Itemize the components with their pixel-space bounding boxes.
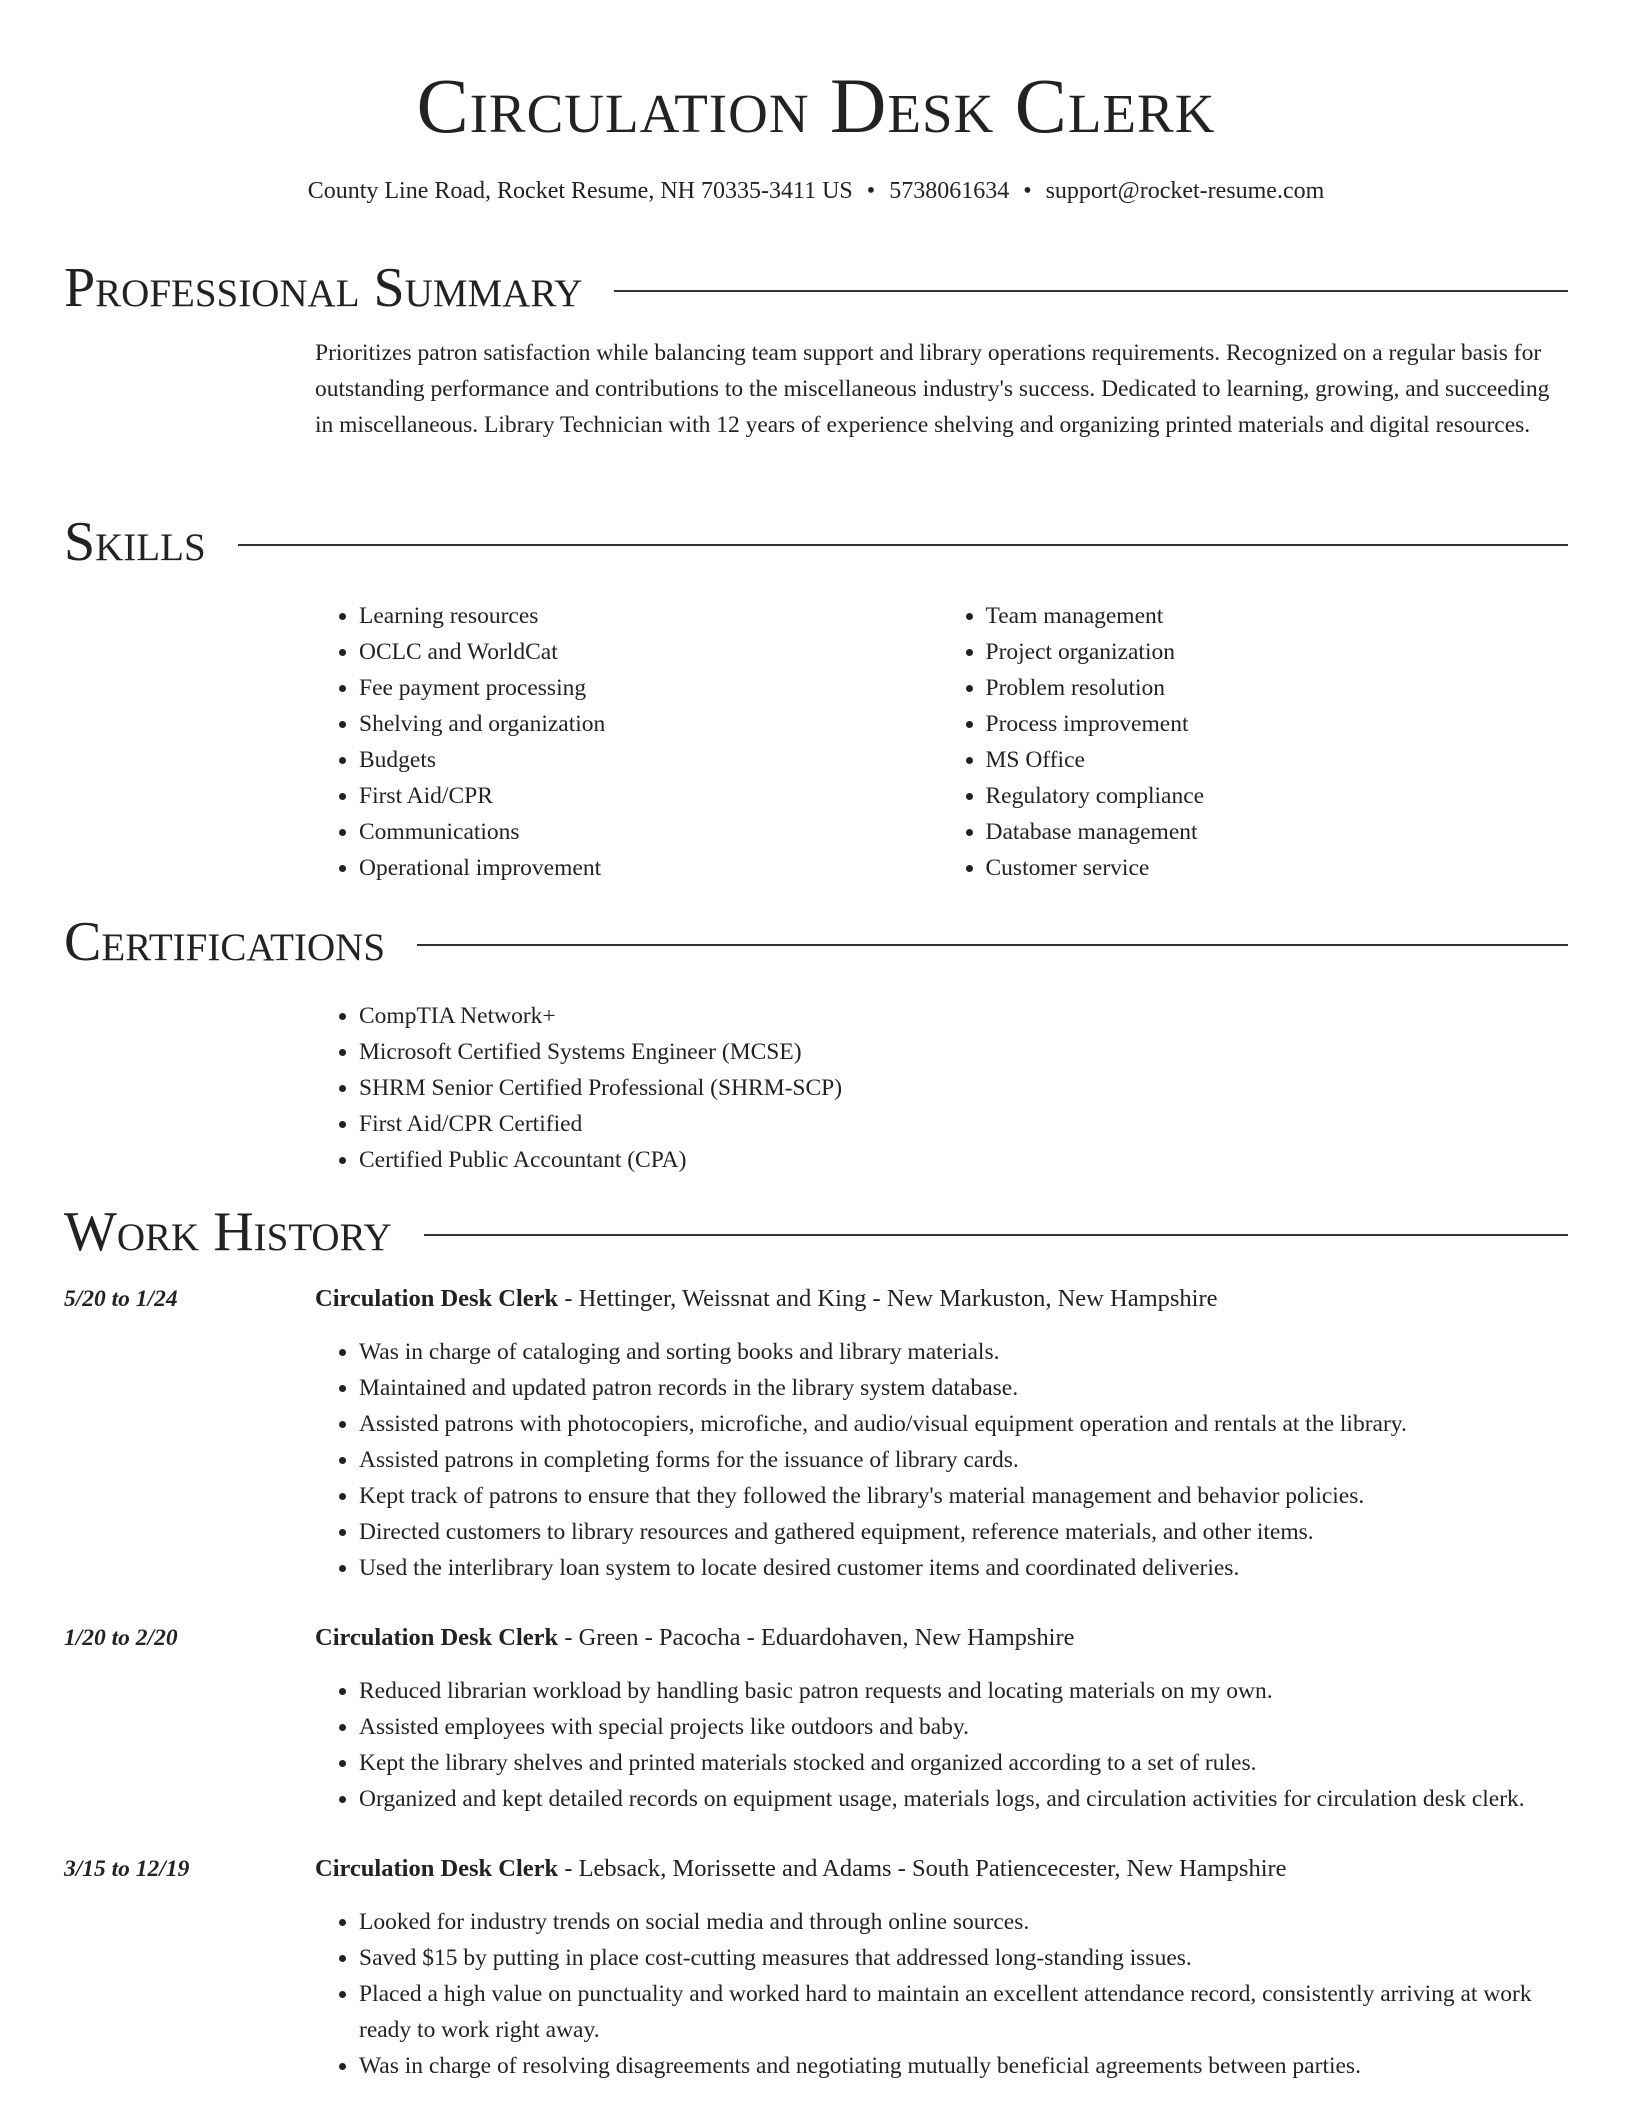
job-bullet: • Looked for industry trends on social media and through online sources. bbox=[359, 1904, 1568, 1940]
summary-body bbox=[315, 335, 1568, 443]
job-title-line bbox=[315, 1281, 1568, 1317]
job-title: Circulation Desk Clerk bbox=[315, 1624, 559, 1651]
skill-item: • Project organization bbox=[986, 634, 1569, 670]
job-title-line bbox=[315, 1851, 1568, 1887]
certification-item: • Microsoft Certified Systems Engineer (MCSE) bbox=[359, 1034, 1568, 1070]
job-employer: - Hettinger, Weissnat and King - New Markuston, New Hampshire bbox=[558, 1285, 1218, 1312]
certification-item: • CompTIA Network+ bbox=[359, 998, 1568, 1034]
contact-separator: • bbox=[866, 178, 876, 204]
certification-item: • SHRM Senior Certified Professional (SHRM-SCP) bbox=[359, 1070, 1568, 1106]
job-bullets bbox=[315, 1673, 1568, 1817]
job-bullet: • Saved $15 by putting in place cost-cutting measures that addressed long-standing issues. bbox=[359, 1940, 1568, 1976]
work-history-heading: Work History bbox=[64, 1201, 392, 1263]
job-bullet: • Assisted patrons with photocopiers, microfiche, and audio/visual equipment operation and rentals at the library. bbox=[359, 1406, 1568, 1442]
contact-email: support@rocket-resume.com bbox=[1045, 178, 1325, 204]
skill-item: • Fee payment processing bbox=[359, 670, 942, 706]
section-divider bbox=[417, 944, 1568, 946]
job-bullet: • Kept the library shelves and printed materials stocked and organized according to a set of rules. bbox=[359, 1745, 1568, 1781]
job-bullet: • Organized and kept detailed records on equipment usage, materials logs, and circulation activities for circulation desk clerk. bbox=[359, 1781, 1568, 1817]
job-title: Circulation Desk Clerk bbox=[315, 1855, 559, 1882]
job-dates: 1/20 to 2/20 bbox=[64, 1625, 178, 1651]
job-bullet: • Assisted patrons in completing forms for the issuance of library cards. bbox=[359, 1442, 1568, 1478]
job-title-line bbox=[315, 1620, 1568, 1656]
skill-item: • Budgets bbox=[359, 742, 942, 778]
skill-item: • Operational improvement bbox=[359, 850, 942, 886]
skill-item: • Customer service bbox=[986, 850, 1569, 886]
job-bullet: • Placed a high value on punctuality and worked hard to maintain an excellent attendance record, consistently arriving at work ready to work right away. bbox=[359, 1976, 1568, 2048]
summary-section bbox=[64, 253, 1568, 443]
job-bullets bbox=[315, 1904, 1568, 2084]
skills-heading: Skills bbox=[64, 511, 206, 573]
skill-item: • MS Office bbox=[986, 742, 1569, 778]
skill-item: • Learning resources bbox=[359, 598, 942, 634]
certifications-body bbox=[315, 998, 1568, 1178]
job-bullet: • Assisted employees with special projects like outdoors and baby. bbox=[359, 1709, 1568, 1745]
skill-item: • Team management bbox=[986, 598, 1569, 634]
skill-item: • First Aid/CPR bbox=[359, 778, 942, 814]
certifications-section bbox=[64, 907, 1568, 1178]
job-employer: - Lebsack, Morissette and Adams - South Patiencecester, New Hampshire bbox=[558, 1855, 1287, 1882]
job-bullet: • Directed customers to library resources and gathered equipment, reference materials, and other items. bbox=[359, 1514, 1568, 1550]
contact-line bbox=[0, 174, 1632, 208]
certifications-header bbox=[64, 907, 1568, 977]
job-entry bbox=[64, 1620, 1568, 1817]
skills-section bbox=[64, 507, 1568, 886]
certifications-list bbox=[315, 998, 1568, 1178]
section-divider bbox=[614, 290, 1568, 292]
contact-phone: 5738061634 bbox=[889, 178, 1010, 204]
skill-item: • Communications bbox=[359, 814, 942, 850]
certification-item: • Certified Public Accountant (CPA) bbox=[359, 1142, 1568, 1178]
section-divider bbox=[424, 1234, 1568, 1236]
job-main bbox=[315, 1281, 1568, 1586]
job-bullet: • Reduced librarian workload by handling basic patron requests and locating materials on my own. bbox=[359, 1673, 1568, 1709]
job-entry bbox=[64, 1281, 1568, 1586]
job-employer: - Green - Pacocha - Eduardohaven, New Hampshire bbox=[558, 1624, 1075, 1651]
skills-list-right bbox=[942, 598, 1569, 886]
contact-address: County Line Road, Rocket Resume, NH 70335-3411 US bbox=[307, 178, 853, 204]
job-bullets bbox=[315, 1334, 1568, 1586]
job-bullet: • Was in charge of cataloging and sorting books and library materials. bbox=[359, 1334, 1568, 1370]
job-main bbox=[315, 1851, 1568, 2084]
skill-item: • Process improvement bbox=[986, 706, 1569, 742]
work-history-section bbox=[64, 1197, 1568, 2084]
summary-heading: Professional Summary bbox=[64, 257, 583, 319]
skill-item: • OCLC and WorldCat bbox=[359, 634, 942, 670]
job-dates: 3/15 to 12/19 bbox=[64, 1856, 190, 1882]
skills-list-left bbox=[315, 598, 942, 886]
skill-item: • Database management bbox=[986, 814, 1569, 850]
candidate-name: Circulation Desk Clerk bbox=[416, 62, 1216, 149]
certifications-heading: Certifications bbox=[64, 911, 386, 973]
job-bullet: • Maintained and updated patron records in the library system database. bbox=[359, 1370, 1568, 1406]
work-history-header bbox=[64, 1197, 1568, 1267]
skill-item: • Problem resolution bbox=[986, 670, 1569, 706]
skill-item: • Regulatory compliance bbox=[986, 778, 1569, 814]
skill-item: • Shelving and organization bbox=[359, 706, 942, 742]
skills-header bbox=[64, 507, 1568, 577]
certification-item: • First Aid/CPR Certified bbox=[359, 1106, 1568, 1142]
contact-separator: • bbox=[1023, 178, 1032, 204]
job-bullet: • Kept track of patrons to ensure that they followed the library's material management and behavior policies. bbox=[359, 1478, 1568, 1514]
skills-grid bbox=[315, 598, 1568, 886]
job-bullet: • Used the interlibrary loan system to locate desired customer items and coordinated deliveries. bbox=[359, 1550, 1568, 1586]
job-dates: 5/20 to 1/24 bbox=[64, 1286, 178, 1312]
job-title: Circulation Desk Clerk bbox=[315, 1285, 559, 1312]
job-main bbox=[315, 1620, 1568, 1817]
summary-text: Prioritizes patron satisfaction while balancing team support and library operations requirements. Recognized on a regular basis for outstanding performance and contributions to the miscellaneous industry's success. Dedicated to learning, growing, and succeeding in miscellaneous. Library Technician with 12 years of experience shelving and organizing printed materials and digital resources. bbox=[315, 340, 1550, 438]
summary-header bbox=[64, 253, 1568, 323]
job-bullet: • Was in charge of resolving disagreements and negotiating mutually beneficial agreements between parties. bbox=[359, 2048, 1568, 2084]
section-divider bbox=[238, 544, 1568, 546]
job-entry bbox=[64, 1851, 1568, 2084]
